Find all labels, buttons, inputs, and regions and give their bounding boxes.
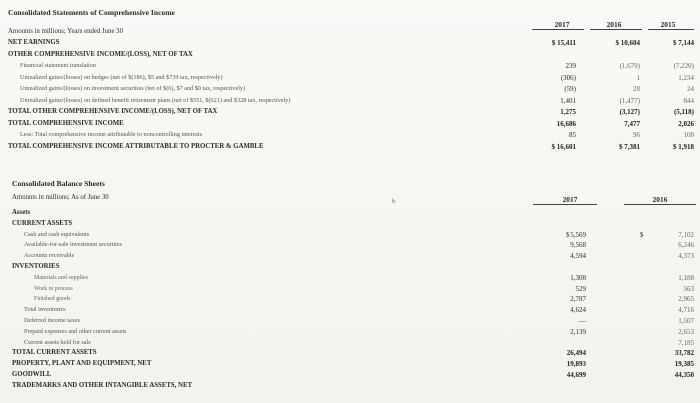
income-row-value: 16,686 <box>556 119 576 128</box>
balance-row-value: 7,185 <box>678 338 694 347</box>
income-row-value: (306) <box>560 73 576 82</box>
income-row-value: 1 <box>636 73 640 82</box>
balance-row-value: 33,782 <box>674 349 694 358</box>
income-row-value: 7,477 <box>624 119 640 128</box>
income-row-label: TOTAL OTHER COMPREHENSIVE INCOME/(LOSS), NET OF TAX <box>8 108 218 115</box>
income-row-value: 1,275 <box>560 108 576 116</box>
balance-row-label: GOODWILL <box>12 371 52 378</box>
balance-row-value: 1,507 <box>678 317 694 325</box>
income-row-value: 1,234 <box>678 73 694 82</box>
income-row-value: $ 7,381 <box>619 142 640 151</box>
balance-row-label: Current assets held for sale <box>24 338 92 346</box>
income-row-value: 844 <box>683 96 694 105</box>
income-row-label: Unrealized gains/(losses) on investment securities (net of $(6), $7 and $0 tax, respectively) <box>20 85 246 92</box>
balance-row-label: Available-for-sale investment securities <box>24 241 123 249</box>
balance-row-value: 5,569 <box>570 230 586 239</box>
balance-row-value: 2,139 <box>570 327 586 336</box>
balance-row-value: 1,308 <box>570 273 586 282</box>
balance-row-label: Accounts receivable <box>24 252 75 260</box>
balance-sheet-title: Consolidated Balance Sheets <box>12 179 105 188</box>
balance-row-label: Total inventories <box>24 306 66 314</box>
balance-row-value: 44,699 <box>566 371 586 379</box>
income-header-rule-2017 <box>532 29 584 30</box>
balance-row-label: TRADEMARKS AND OTHER INTANGIBLE ASSETS, NET <box>12 381 193 389</box>
mouse-cursor-icon <box>392 198 398 204</box>
balance-row-label: TOTAL CURRENT ASSETS <box>12 349 97 357</box>
income-row-value: 24 <box>687 85 694 93</box>
balance-row-value: 2,965 <box>678 295 694 304</box>
balance-row-label: Finished goods <box>34 296 71 303</box>
balance-row-value: 563 <box>683 284 694 293</box>
balance-row-label: Deferred income taxes <box>24 317 81 324</box>
balance-row-label: Cash and cash equivalents <box>24 230 90 238</box>
income-row-value: (3,127) <box>619 108 640 116</box>
income-row-label: OTHER COMPREHENSIVE INCOME/(LOSS), NET OF TAX <box>8 50 193 58</box>
balance-row-label: CURRENT ASSETS <box>12 219 73 227</box>
income-statement-subtitle: Amounts in millions; Years ended June 30 <box>8 28 123 35</box>
balance-header-rule-2016 <box>624 204 696 205</box>
balance-row-value: 529 <box>575 284 586 293</box>
balance-row-value: 19,893 <box>566 360 586 369</box>
income-row-label: TOTAL COMPREHENSIVE INCOME ATTRIBUTABLE TO PROCTER & GAMBLE <box>8 142 264 150</box>
balance-sheet-subtitle: Amounts in millions; As of June 30 <box>12 194 109 201</box>
income-statement-title: Consolidated Statements of Comprehensive Income <box>8 8 175 17</box>
income-row-label: NET EARNINGS <box>8 39 60 46</box>
balance-dollar-sign-2017: $ <box>566 232 570 239</box>
income-row-value: (1,477) <box>619 96 640 105</box>
income-row-value: (1,679) <box>619 62 640 70</box>
income-year-2017: 2017 <box>554 20 570 29</box>
balance-row-value: 6,246 <box>678 241 694 250</box>
income-row-value: (7,220) <box>673 62 694 70</box>
income-year-2015: 2015 <box>660 20 676 29</box>
balance-row-value: 7,102 <box>678 230 694 239</box>
income-row-value: 2,026 <box>678 119 694 128</box>
balance-header-rule-2017 <box>533 204 597 205</box>
balance-row-value: 4,594 <box>570 252 586 261</box>
balance-row-value: 4,373 <box>678 252 694 261</box>
balance-row-label: Prepaid expenses and other current assets <box>24 327 127 335</box>
income-row-label: Less: Total comprehensive income attributable to noncontrolling interests <box>20 131 203 138</box>
balance-row-value: 2,653 <box>678 327 694 336</box>
income-row-value: 108 <box>683 131 694 139</box>
income-row-value: $ 16,601 <box>551 142 576 151</box>
income-row-label: TOTAL COMPREHENSIVE INCOME <box>8 119 124 127</box>
income-row-value: $ 10,604 <box>615 39 640 47</box>
income-row-label: Unrealized gains/(losses) on defined benefit retirement plans (net of $551, $(621) and $328 tax, respectively) <box>20 96 291 104</box>
income-row-value: 28 <box>633 85 640 93</box>
income-year-2016: 2016 <box>606 20 622 29</box>
balance-row-value: 9,568 <box>570 241 586 250</box>
balance-year-2017: 2017 <box>562 195 578 204</box>
balance-row-value: 4,624 <box>570 306 586 315</box>
income-row-value: 239 <box>565 62 576 70</box>
income-header-rule-2016 <box>590 29 642 30</box>
balance-row-value: 19,385 <box>674 360 694 369</box>
balance-row-label: Work in process <box>34 285 73 292</box>
balance-row-label: Materials and supplies <box>34 274 88 281</box>
balance-dollar-sign-2016: $ <box>640 232 644 239</box>
balance-row-value: 26,494 <box>566 349 586 358</box>
income-row-value: (5,118) <box>673 108 694 116</box>
income-header-rule-2015 <box>648 29 694 30</box>
balance-row-value: 2,787 <box>570 295 586 304</box>
balance-row-value: — <box>579 317 586 325</box>
balance-row-label: Assets <box>12 209 31 216</box>
balance-row-value: 44,350 <box>674 371 694 379</box>
income-row-label: Financial statement translation <box>20 62 96 69</box>
income-row-value: $ 1,918 <box>673 142 694 151</box>
balance-row-label: INVENTORIES <box>12 263 60 270</box>
income-row-value: $ 15,411 <box>551 39 576 47</box>
income-row-value: 85 <box>569 131 576 139</box>
balance-row-label: PROPERTY, PLANT AND EQUIPMENT, NET <box>12 360 152 368</box>
income-row-value: 1,401 <box>560 96 576 105</box>
income-row-value: (59) <box>564 85 576 93</box>
balance-row-value: 1,188 <box>678 273 694 282</box>
income-row-value: $ 7,144 <box>673 39 694 47</box>
income-row-value: 96 <box>633 131 640 139</box>
income-row-label: Unrealized gains/(losses) on hedges (net of $(186), $5 and $739 tax, respectively) <box>20 73 223 81</box>
balance-year-2016: 2016 <box>652 195 668 204</box>
balance-row-value: 4,716 <box>678 306 694 315</box>
